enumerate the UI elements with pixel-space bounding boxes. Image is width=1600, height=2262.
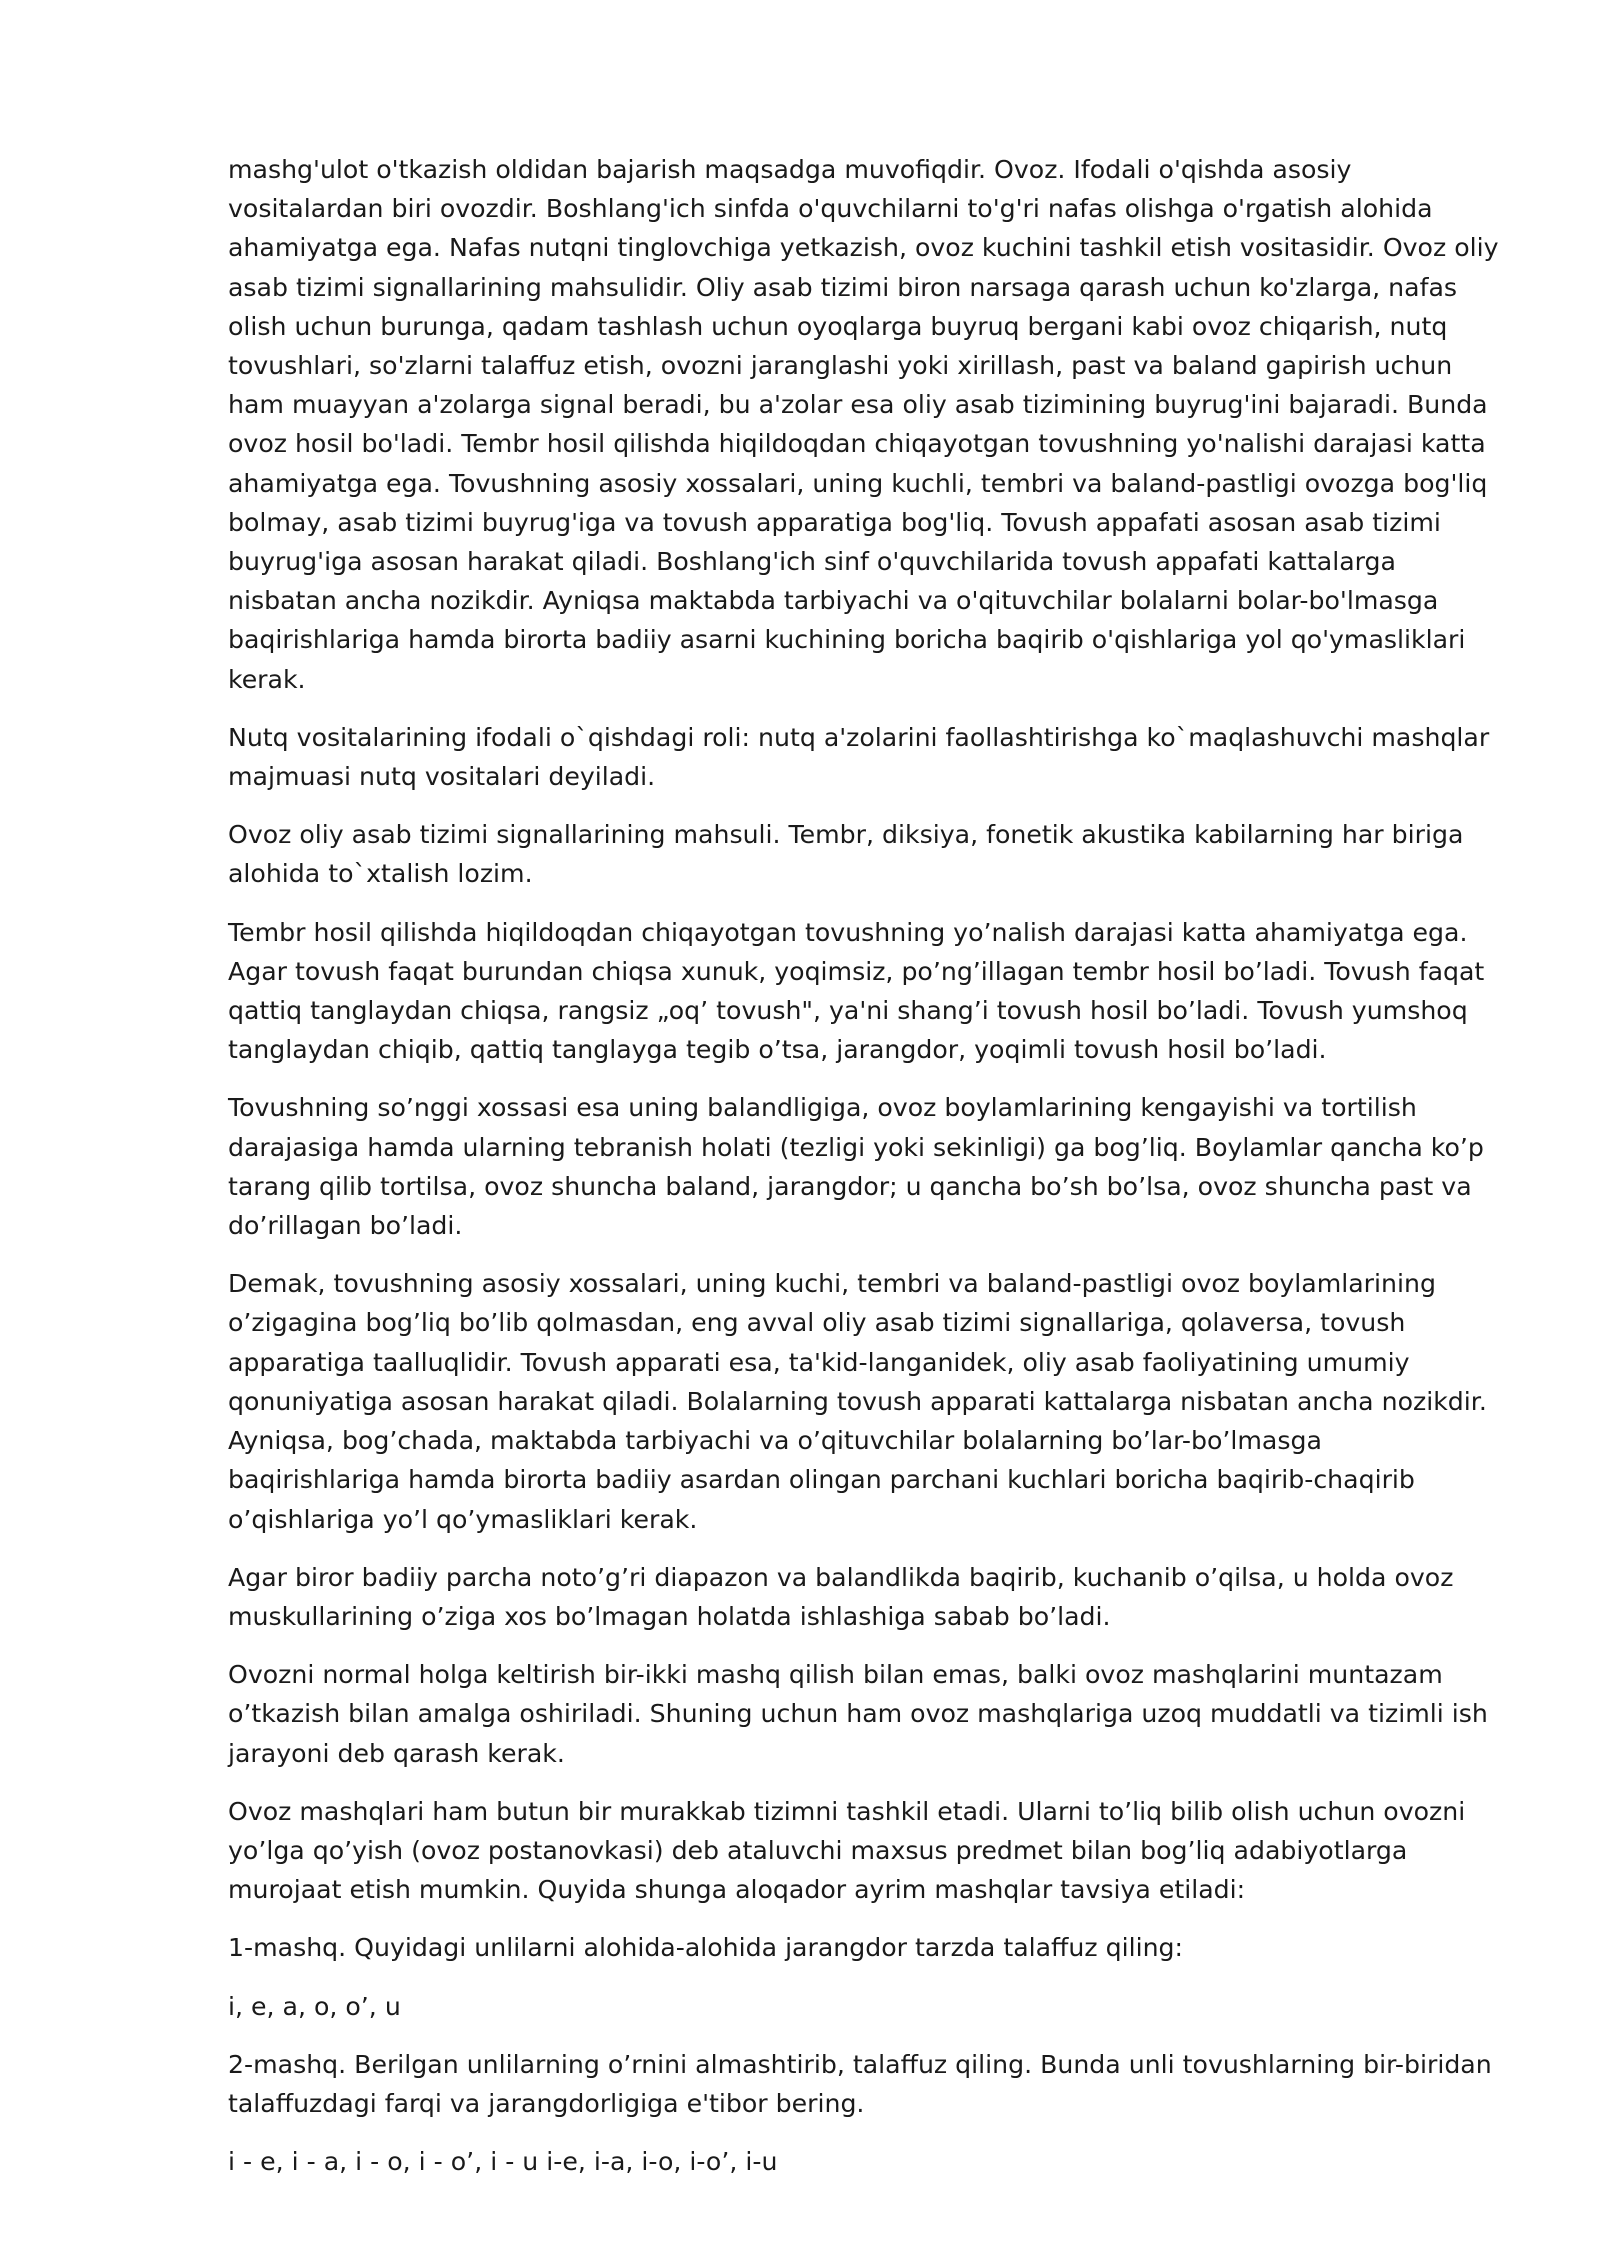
paragraph-exercise-2: 2-mashq. Berilgan unlilarning o’rnini almashtirib, talaffuz qiling. Bunda unli tovushlarning bir-biridan talaffuzdagi farqi va jarangdorligiga e'tibor bering. <box>228 2049 1492 2118</box>
paragraph-sound-properties: Demak, tovushning asosiy xossalari, uning kuchi, tembri va baland-pastligi ovoz boylamlarining o’zigagina bog’liq bo’lib qolmasdan, eng avval oliy asab tizimi signallariga, qolaversa, tovush apparatiga taalluqlidir. Tovush apparati esa, ta'kid-langanidek, oliy asab faoliyatining umumiy qonuniyatiga asosan harakat qiladi. Bolalarning tovush apparati kattalarga nisbatan ancha nozikdir. Ayniqsa, bog’chada, maktabda tarbiyachi va o’qituvchilar bolalarning bo’lar-bo’lmasga baqirishlariga hamda birorta badiiy asardan olingan parchani kuchlari boricha baqirib-chaqirib o’qishlariga yo’l qo’ymasliklari kerak. <box>228 1269 1487 1534</box>
paragraph-speech-means: Nutq vositalarining ifodali o`qishdagi roli: nutq a'zolarini faollashtirishga ko`maqlashuvchi mashqlar majmuasi nutq vositalari deyiladi. <box>228 722 1490 792</box>
paragraph-exercise-2-pairs: i - e, i - a, i - o, i - o’, i - u i-e, i-a, i-o, i-o’, i-u <box>228 2147 778 2177</box>
paragraph-voice-exercises: Ovoz mashqlari ham butun bir murakkab tizimni tashkil etadi. Ularni to’liq bilib olish uchun ovozni yo’lga qo’yish (ovoz postanovkasi) deb ataluvchi maxsus predmet bilan bog’liq adabiyotlarga murojaat etish mumkin. Quyida shunga aloqador ayrim mashqlar tavsiya etiladi: <box>228 1796 1466 1905</box>
paragraph-voice-intro: mashg'ulot o'tkazish oldidan bajarish maqsadga muvofiqdir. Ovoz. Ifodali o'qishda asosiy vositalardan biri ovozdir. Boshlang'ich sinfda o'quvchilarni to'g'ri nafas olishga o'rgatish alohida ahamiyatga ega. Nafas nutqni tinglovchiga yetkazish, ovoz kuchini tashkil etish vositasidir. Ovoz oliy asab tizimi signallarining mahsulidir. Oliy asab tizimi biron narsaga qarash uchun ko'zlarga, nafas olish uchun burunga, qadam tashlash uchun oyoqlarga buyruq bergani kabi ovoz chiqarish, nutq tovushlari, so'zlarni talaffuz etish, ovozni jaranglashi yoki xirillash, past va baland gapirish uchun ham muayyan a'zolarga signal beradi, bu a'zolar esa oliy asab tizimining buyrug'ini bajaradi. Bunda ovoz hosil bo'ladi. Tembr hosil qilishda hiqildoqdan chiqayotgan tovushning yo'nalishi darajasi katta ahamiyatga ega. Tovushning asosiy xossalari, uning kuchli, tembri va baland-pastligi ovozga bog'liq bolmay, asab tizimi buyrug'iga va tovush apparatiga bog'liq. Tovush appafati asosan asab tizimi buyrug'iga asosan harakat qiladi. Boshlang'ich sinf o'quvchilarida tovush appafati kattalarga nisbatan ancha nozikdir. Ayniqsa maktabda tarbiyachi va o'qituvchilar bolalarni bolar-bo'lmasga baqirishlariga hamda birorta badiiy asarni kuchining boricha baqirib o'qishlariga yol qo'ymasliklari kerak. <box>228 155 1499 694</box>
paragraph-timbre: Tembr hosil qilishda hiqildoqdan chiqayotgan tovushning yo’nalish darajasi katta ahamiyatga ega. Agar tovush faqat burundan chiqsa xunuk, yoqimsiz, po’ng’illagan tembr hosil bo’ladi. Tovush faqat qattiq tanglaydan chiqsa, rangsiz „oq’ tovush", ya'ni shang’i tovush hosil bo’ladi. Tovush yumshoq tanglaydan chiqib, qattiq tanglayga tegib o’tsa, jarangdor, yoqimli tovush hosil bo’ladi. <box>228 917 1485 1065</box>
paragraph-pitch: Tovushning so’nggi xossasi esa uning balandligiga, ovoz boylamlarining kengayishi va tortilish darajasiga hamda ularning tebranish holati (tezligi yoki sekinligi) ga bog’liq. Boylamlar qancha ko’p tarang qilib tortilsa, ovoz shuncha baland, jarangdor; u qancha bo’sh bo’lsa, ovoz shuncha past va do’rillagan bo’ladi. <box>228 1093 1484 1241</box>
paragraph-normalize-voice: Ovozni normal holga keltirish bir-ikki mashq qilish bilan emas, balki ovoz mashqlarini muntazam o’tkazish bilan amalga oshiriladi. Shuning uchun ham ovoz mashqlariga uzoq muddatli va tizimli ish jarayoni deb qarash kerak. <box>228 1660 1488 1768</box>
paragraph-wrong-range: Agar biror badiiy parcha noto’g’ri diapazon va balandlikda baqirib, kuchanib o’qilsa, u holda ovoz muskullarining o’ziga xos bo’lmagan holatda ishlashiga sabab bo’ladi. <box>228 1562 1454 1631</box>
document-page <box>228 150 1500 2200</box>
paragraph-voice-product: Ovoz oliy asab tizimi signallarining mahsuli. Tembr, diksiya, fonetik akustika kabilarning har biriga alohida to`xtalish lozim. <box>228 820 1464 889</box>
paragraph-exercise-1-vowels: i, e, a, o, o’, u <box>228 1991 401 2021</box>
paragraph-exercise-1: 1-mashq. Quyidagi unlilarni alohida-alohida jarangdor tarzda talaffuz qiling: <box>228 1933 1184 1963</box>
